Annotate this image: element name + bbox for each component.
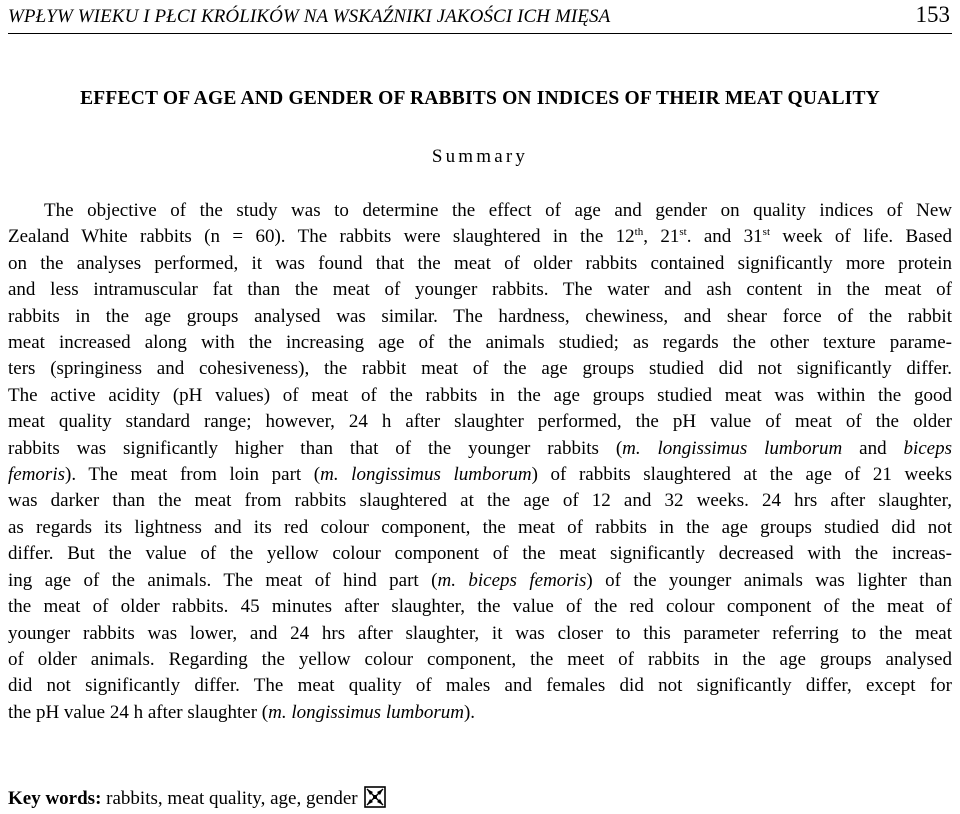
abstract-line: was darker than the meat from rabbits slaughtered at the age of 12 and 32 weeks. 24 hrs after slaughter,	[8, 490, 952, 512]
keywords	[8, 786, 386, 810]
abstract-line: femoris). The meat from loin part (m. longissimus lumborum) of rabbits slaughtered at the age of 21 weeks	[8, 464, 952, 486]
abstract-line: as regards its lightness and its red colour component, the meat of rabbits in the age groups studied did not	[8, 516, 952, 538]
species-muscle-italic: m. longissimus lumborum	[320, 464, 532, 486]
paper-title: EFFECT OF AGE AND GENDER OF RABBITS ON INDICES OF THEIR MEAT QUALITY	[80, 88, 880, 109]
abstract-line: the pH value 24 h after slaughter (m. longissimus lumborum).	[8, 701, 476, 723]
abstract-line: meat increased along with the increasing age of the animals studied; as regards the other texture parame-	[8, 332, 952, 354]
abstract-line: ters (springiness and cohesiveness), the rabbit meat of the age groups studied did not significantly differ.	[8, 358, 952, 380]
abstract-line: the meat of older rabbits. 45 minutes after slaughter, the value of the red colour component of the meat of	[8, 596, 952, 618]
abstract-line: and less intramuscular fat than the meat of younger rabbits. The water and ash content in the meat of	[8, 279, 952, 301]
abstract-line: differ. But the value of the yellow colour component of the meat significantly decreased with the increas-	[8, 543, 952, 565]
abstract-line: ing age of the animals. The meat of hind part (m. biceps femoris) of the younger animals was lighter than	[8, 569, 953, 591]
ornament-square-icon	[364, 786, 386, 808]
keywords-text: rabbits, meat quality, age, gender	[101, 788, 358, 809]
running-head-title: WPŁYW WIEKU I PŁCI KRÓLIKÓW NA WSKAŹNIKI JAKOŚCI ICH MIĘSA	[8, 6, 611, 27]
species-muscle-italic: femoris	[8, 464, 65, 486]
abstract-line: rabbits was significantly higher than that of the younger rabbits (m. longissimus lumborum and biceps	[8, 437, 952, 459]
abstract-line: meat quality standard range; however, 24 h after slaughter performed, the pH value of meat of the older	[8, 411, 952, 433]
abstract-line: Zealand White rabbits (n = 60). The rabbits were slaughtered in the 12th, 21st. and 31st week of life. Based	[8, 226, 952, 248]
abstract-body	[8, 198, 952, 726]
abstract-line: did not significantly differ. The meat quality of males and females did not significantly differ, except for	[8, 675, 952, 697]
keywords-label: Key words:	[8, 788, 102, 809]
species-muscle-italic: m. longissimus lumborum	[622, 437, 843, 459]
abstract-line: rabbits in the age groups analysed was similar. The hardness, chewiness, and shear force of the rabbit	[8, 305, 952, 327]
running-head	[8, 0, 952, 34]
summary-heading: Summary	[431, 146, 529, 167]
species-muscle-italic: m. longissimus lumborum	[268, 701, 464, 723]
page-number: 153	[915, 2, 950, 27]
abstract-line: on the analyses performed, it was found that the meat of older rabbits contained significantly more protein	[8, 252, 952, 274]
abstract-line: The objective of the study was to determine the effect of age and gender on quality indices of New	[44, 200, 952, 221]
species-muscle-italic: m. biceps femoris	[437, 569, 587, 591]
abstract-line: of older animals. Regarding the yellow colour component, the meet of rabbits in the age groups analysed	[8, 648, 952, 670]
abstract-line: younger rabbits was lower, and 24 hrs after slaughter, it was closer to this parameter referring to the meat	[8, 622, 952, 644]
abstract-line: The active acidity (pH values) of meat of the rabbits in the age groups studied meat was within the good	[8, 384, 952, 406]
species-muscle-italic: biceps	[903, 437, 952, 459]
